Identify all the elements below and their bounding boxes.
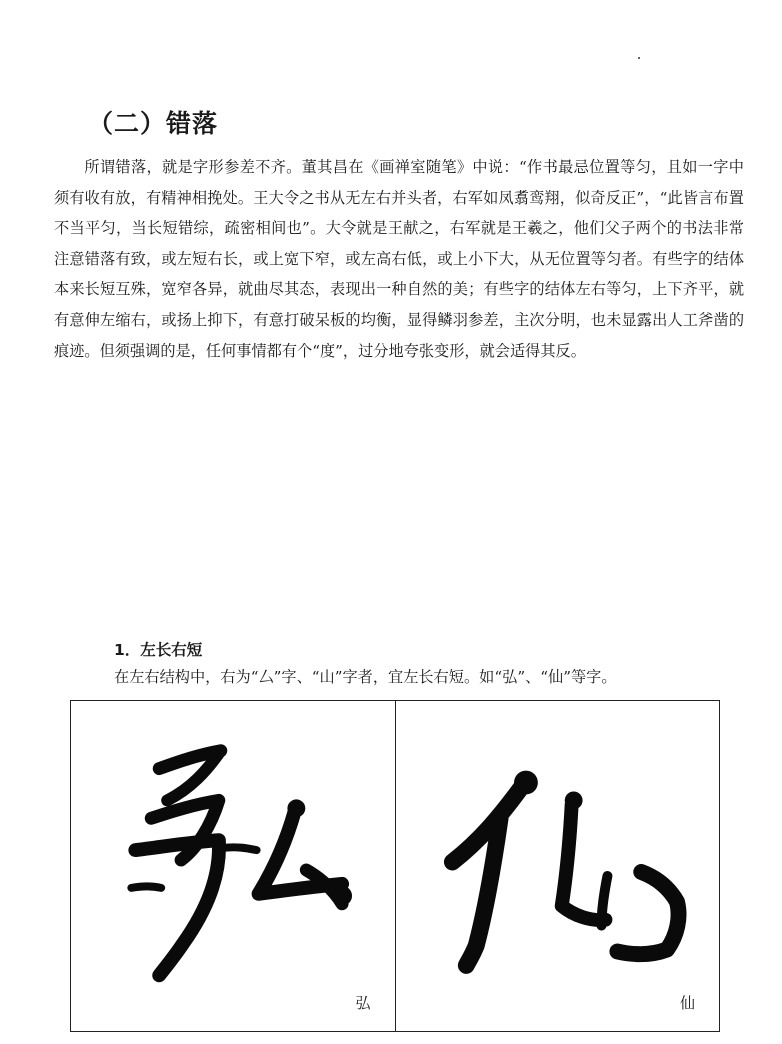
calligraphy-xian-icon	[396, 701, 720, 1031]
calligraphy-figure	[70, 700, 720, 1032]
body-paragraph	[54, 152, 744, 366]
caption-hong: 弘	[355, 994, 371, 1012]
subsection-description: 在左右结构中，右为“厶”字、“山”字者，宜左长右短。如“弘”、“仙”等字。	[114, 668, 617, 686]
caption-xian: 仙	[679, 994, 695, 1012]
panel-hong	[71, 701, 395, 1031]
calligraphy-hong-icon	[71, 701, 395, 1031]
panel-xian	[395, 701, 720, 1031]
paragraph-text: 所谓错落，就是字形参差不齐。董其昌在《画禅室随笔》中说：“作书最忌位置等匀，且如一字中须有收有放，有精神相挽处。王大令之书从无左右并头者，右军如凤翥鸾翔，似奇反正”，“此皆言布置不当平匀，当长短错综，疏密相间也”。大令就是王献之，右军就是王羲之，他们父子两个的书法非常注意错落有致，或左短右长，或上宽下窄，或左高右低，或上小下大，从无位置等匀者。有些字的结体本来长短互殊，宽窄各异，就曲尽其态，表现出一种自然的美；有些字的结体左右等匀，上下齐平，就有意伸左缩右，或扬上抑下，有意打破呆板的均衡，显得鳞羽参差，主次分明，也未显露出人工斧凿的痕迹。但须强调的是，任何事情都有个“度”，过分地夸张变形，就会适得其反。	[54, 158, 744, 360]
section-title: （二）错落	[88, 109, 219, 138]
speck	[638, 57, 640, 59]
subsection-title: 1．左长右短	[114, 641, 203, 659]
